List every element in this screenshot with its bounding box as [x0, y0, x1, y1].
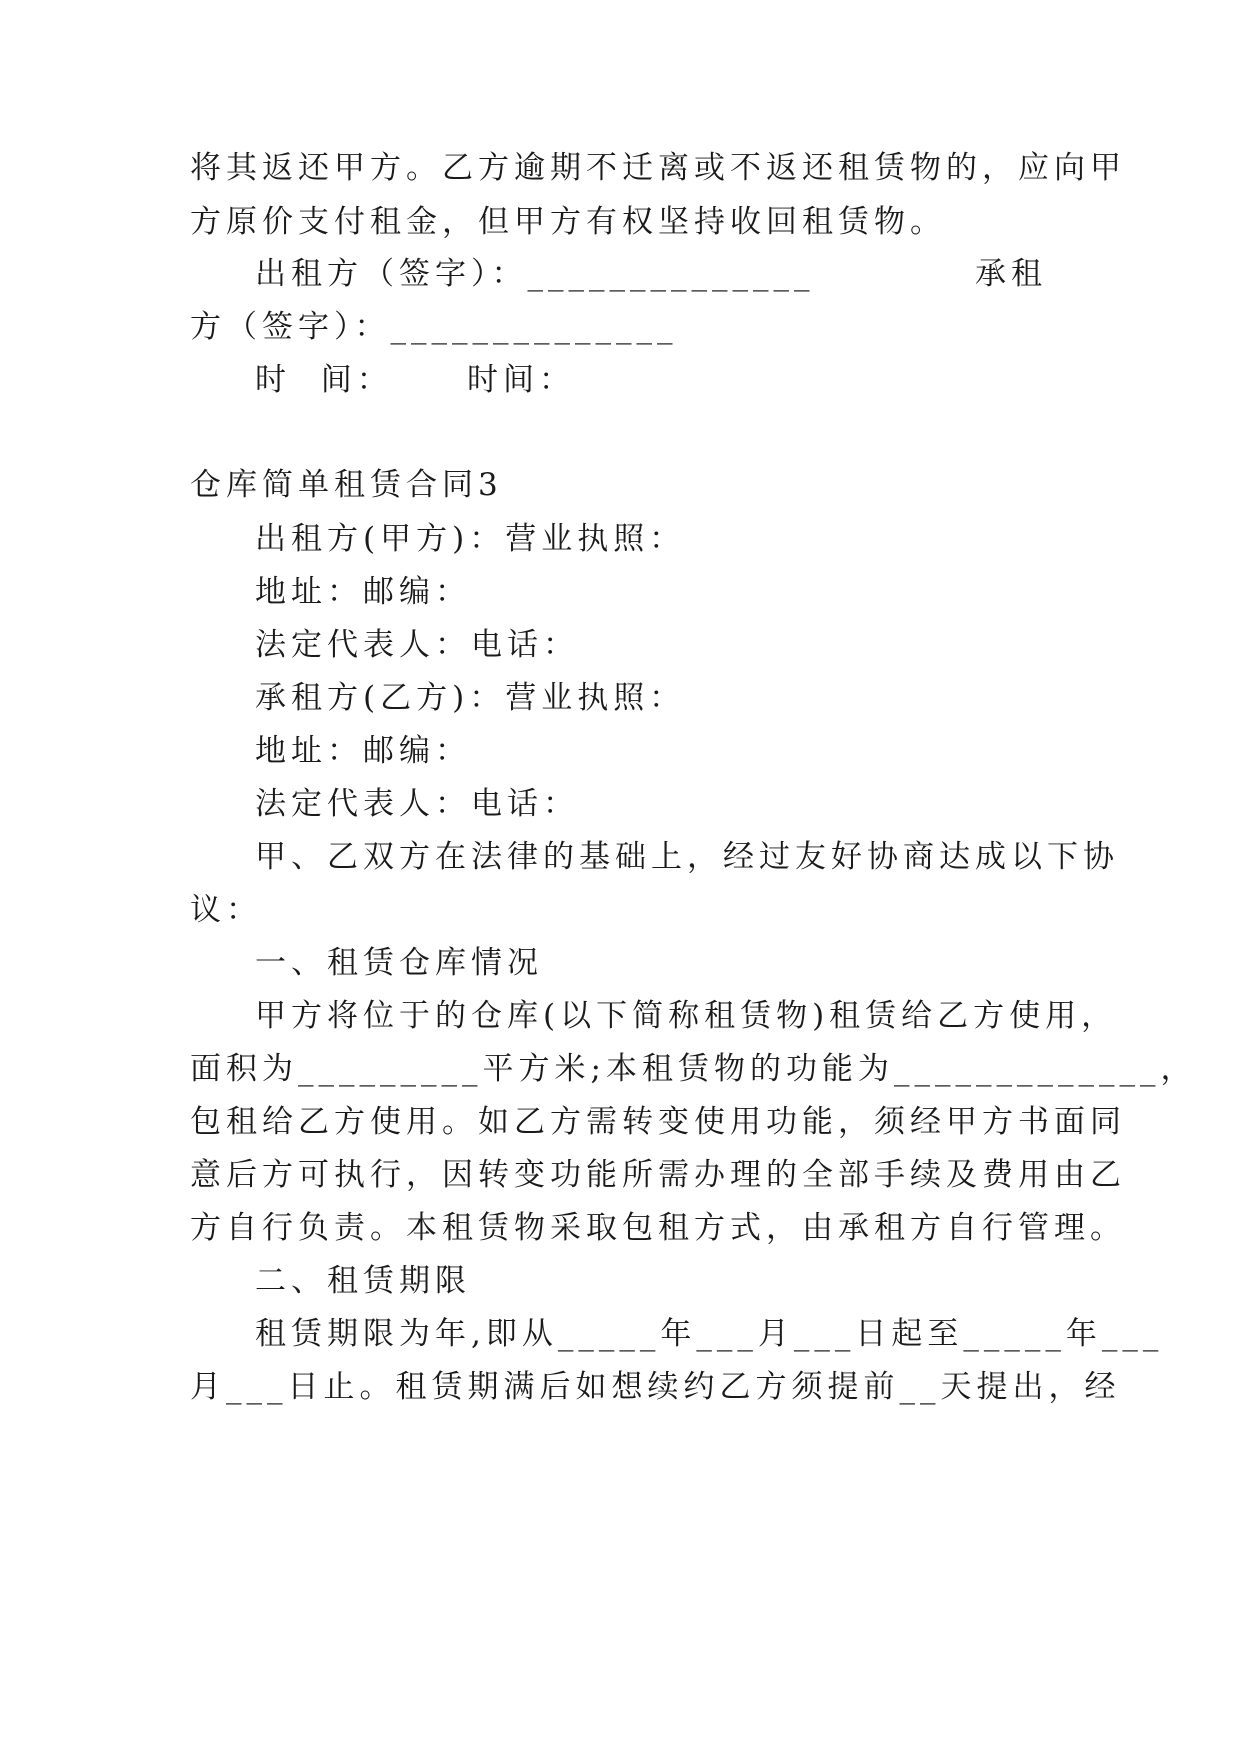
lessor-address-line: 地址：邮编：	[255, 574, 471, 610]
signature-date-line: 时 间： 时间：	[255, 362, 575, 398]
lessee-signature-label: 承租	[975, 256, 1047, 292]
paragraph-line: 意后方可执行，因转变功能所需办理的全部手续及费用由乙	[190, 1157, 1126, 1193]
lessor-signature-line: 出租方（签字）：______________	[255, 256, 815, 292]
lessor-representative-line: 法定代表人：电话：	[255, 627, 579, 663]
clause-heading: 一、租赁仓库情况	[255, 945, 543, 981]
paragraph-line: 面积为_________平方米;本租赁物的功能为_____________，	[190, 1051, 1197, 1087]
text-line: 将其返还甲方。乙方逾期不迁离或不返还租赁物的，应向甲	[190, 150, 1126, 186]
paragraph-line: 租赁期限为年,即从_____年___月___日起至_____年___	[255, 1316, 1164, 1352]
lessee-signature-line: 方（签字）：______________	[190, 309, 678, 345]
paragraph-line: 包租给乙方使用。如乙方需转变使用功能，须经甲方书面同	[190, 1104, 1126, 1140]
paragraph-line: 甲、乙双方在法律的基础上，经过友好协商达成以下协	[255, 839, 1119, 875]
lessee-party-line: 承租方(乙方)：营业执照：	[255, 680, 686, 716]
lessor-party-line: 出租方(甲方)：营业执照：	[255, 521, 686, 557]
paragraph-line: 月___日止。租赁期满后如想续约乙方须提前__天提出，经	[190, 1369, 1121, 1405]
text-line: 方原价支付租金，但甲方有权坚持收回租赁物。	[190, 204, 946, 240]
paragraph-line: 甲方将位于的仓库(以下简称租赁物)租赁给乙方使用，	[255, 998, 1118, 1034]
clause-heading: 二、租赁期限	[255, 1263, 471, 1299]
paragraph-line: 方自行负责。本租赁物采取包租方式，由承租方自行管理。	[190, 1210, 1126, 1246]
section-title: 仓库简单租赁合同3	[190, 467, 503, 503]
paragraph-line: 议：	[190, 892, 262, 928]
lessee-address-line: 地址：邮编：	[255, 733, 471, 769]
lessee-representative-line: 法定代表人：电话：	[255, 786, 579, 822]
